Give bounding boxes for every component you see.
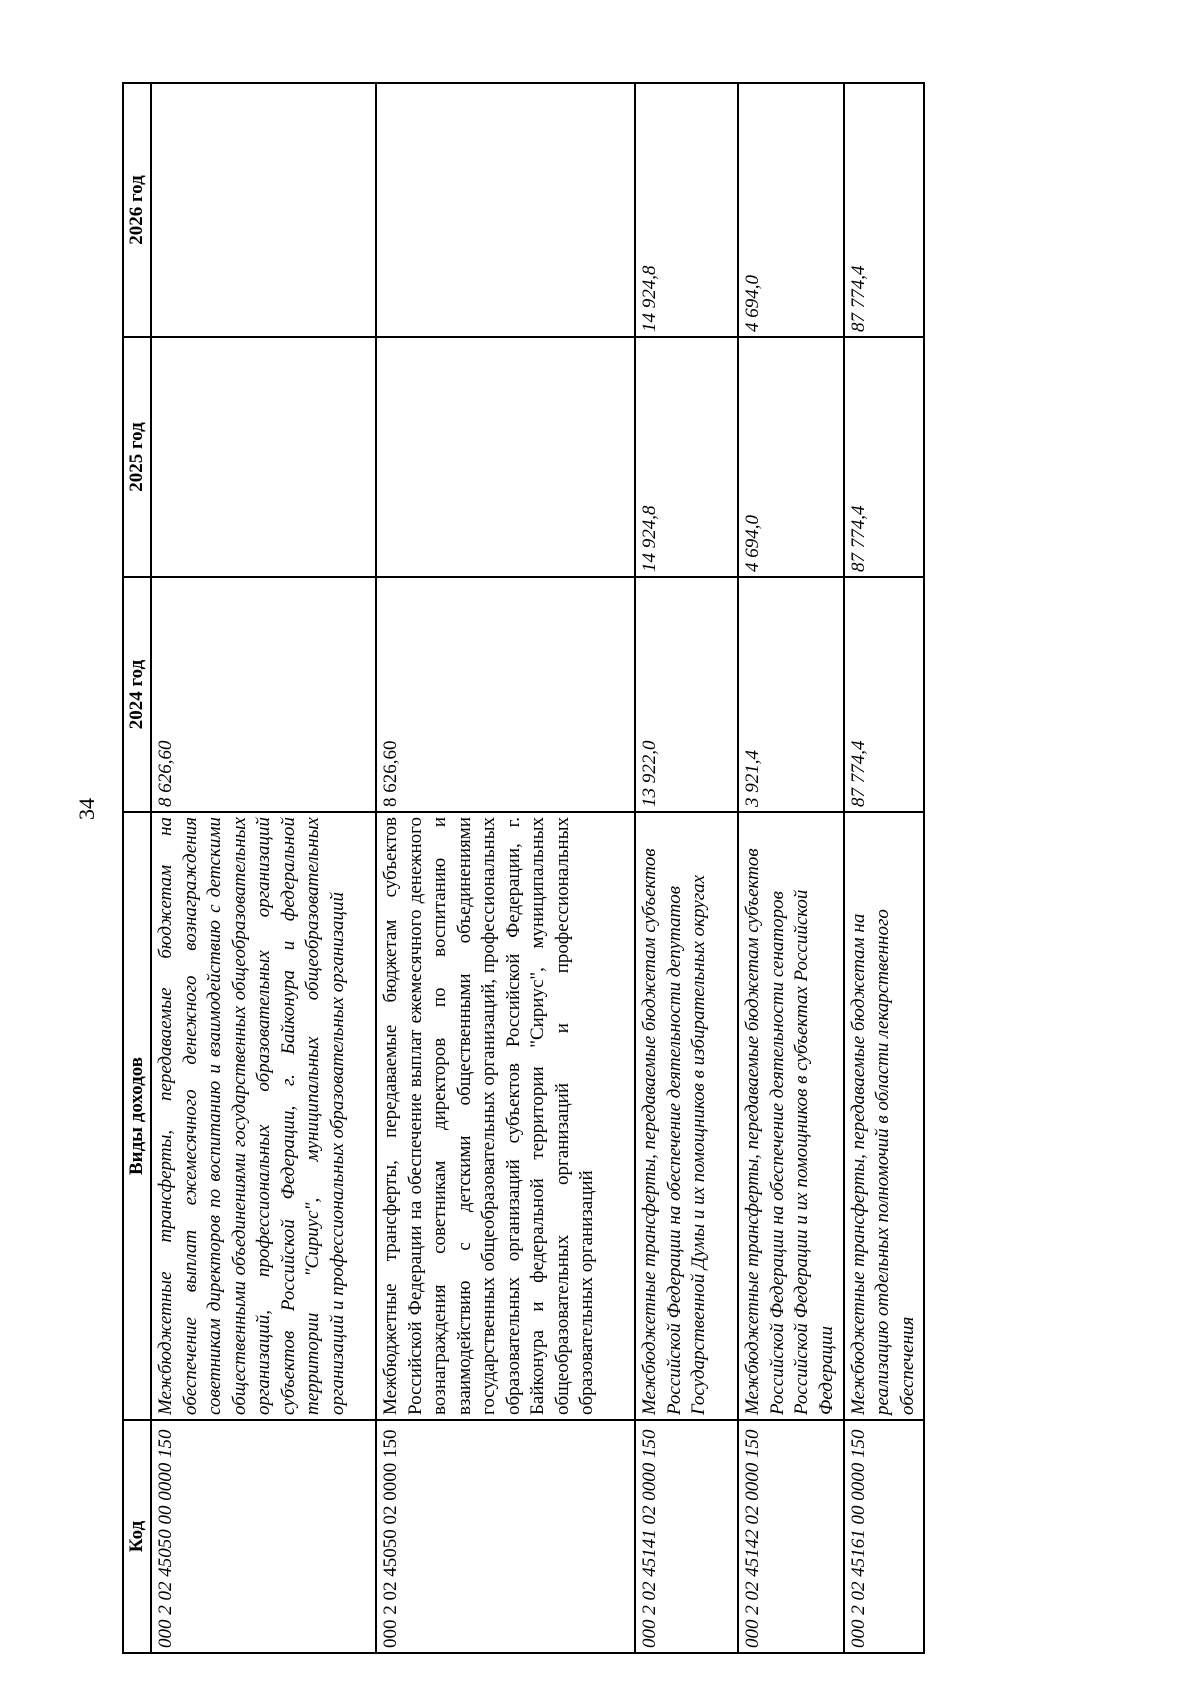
cell-desc: Межбюджетные трансферты, передаваемые бюджетам субъектов Российской Федерации на обеспечение деятельности депутатов Государственной Думы и их помощников в избирательных округах	[635, 812, 738, 1420]
cell-2025: 87 774,4	[844, 337, 924, 577]
table-row	[738, 83, 843, 1653]
cell-2026	[151, 83, 376, 337]
table-row	[376, 83, 635, 1653]
budget-table-rotated-frame	[122, 84, 925, 1654]
table-header-row	[123, 83, 151, 1653]
cell-2026: 4 694,0	[738, 83, 843, 337]
header-desc: Виды доходов	[123, 812, 151, 1420]
cell-code: 000 2 02 45050 00 0000 150	[151, 1420, 376, 1653]
cell-code: 000 2 02 45141 02 0000 150	[635, 1420, 738, 1653]
cell-desc: Межбюджетные трансферты, передаваемые бюджетам на обеспечение выплат ежемесячного денежного вознаграждения советникам директоров по воспитанию и взаимодействию с детскими общественными объединениями государственных общеобразовательных организаций, профессиональных образовательных организаций субъектов Российской Федерации, г. Байконура и федеральной территории "Сириус", муниципальных общеобразовательных организаций и профессиональных образовательных организаций	[151, 812, 376, 1420]
cell-desc: Межбюджетные трансферты, передаваемые бюджетам субъектов Российской Федерации на обеспечение деятельности сенаторов Российской Федерации и их помощников в субъектах Российской Федерации	[738, 812, 843, 1420]
table-row	[635, 83, 738, 1653]
header-2024: 2024 год	[123, 577, 151, 812]
cell-2025	[151, 337, 376, 577]
cell-2025: 14 924,8	[635, 337, 738, 577]
cell-2026: 87 774,4	[844, 83, 924, 337]
page-number: 34	[74, 798, 99, 820]
cell-code: 000 2 02 45142 02 0000 150	[738, 1420, 843, 1653]
cell-2024: 87 774,4	[844, 577, 924, 812]
cell-code: 000 2 02 45161 00 0000 150	[844, 1420, 924, 1653]
cell-2024: 13 922,0	[635, 577, 738, 812]
cell-2026: 14 924,8	[635, 83, 738, 337]
cell-desc: Межбюджетные трансферты, передаваемые бюджетам субъектов Российской Федерации на обеспечение выплат ежемесячного денежного вознаграждения советникам директоров по воспитанию и взаимодействию с детскими общественными объединениями государственных общеобразовательных организаций, профессиональных образовательных организаций субъектов Российской Федерации, г. Байконура и федеральной территории "Сириус", муниципальных общеобразовательных организаций и профессиональных образовательных организаций	[376, 812, 635, 1420]
cell-code: 000 2 02 45050 02 0000 150	[376, 1420, 635, 1653]
table-row	[844, 83, 924, 1653]
cell-2024: 8 626,60	[376, 577, 635, 812]
header-2026: 2026 год	[123, 83, 151, 337]
cell-2026	[376, 83, 635, 337]
income-table	[122, 82, 925, 1654]
cell-2025	[376, 337, 635, 577]
header-2025: 2025 год	[123, 337, 151, 577]
table-row	[151, 83, 376, 1653]
cell-desc: Межбюджетные трансферты, передаваемые бюджетам на реализацию отдельных полномочий в области лекарственного обеспечения	[844, 812, 924, 1420]
cell-2024: 3 921,4	[738, 577, 843, 812]
cell-2025: 4 694,0	[738, 337, 843, 577]
cell-2024: 8 626,60	[151, 577, 376, 812]
header-code: Код	[123, 1420, 151, 1653]
